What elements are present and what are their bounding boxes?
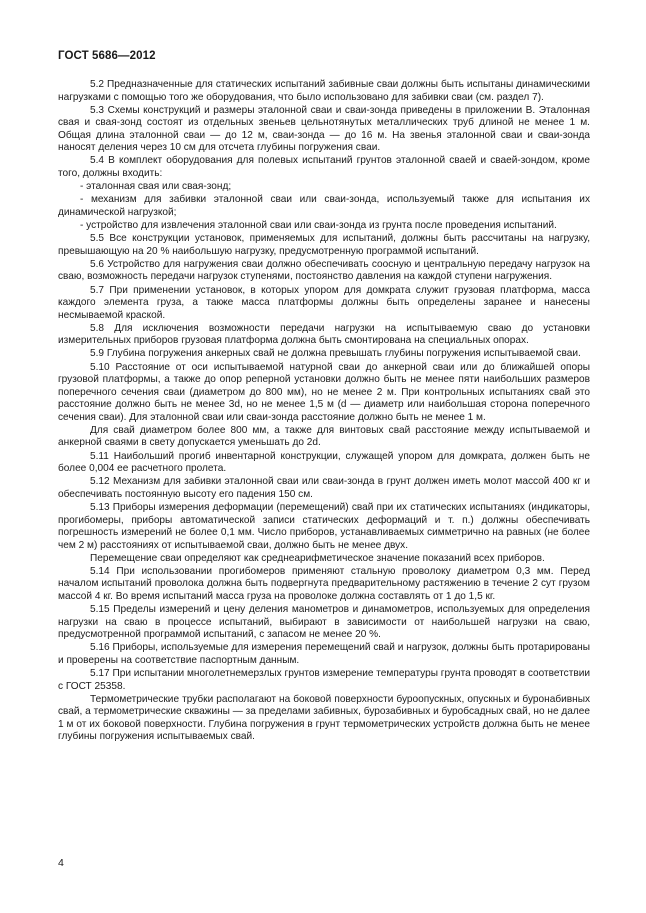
page-number: 4 [58,857,64,869]
paragraph-5-10-note: Для свай диаметром более 800 мм, а также для винтовых свай расстояние между испытываемой и анкерной сваями в свету допускается уменьшать до 2d. [58,424,590,449]
document-body [58,79,590,745]
paragraph-5-8: 5.8 Для исключения возможности передачи нагрузки на испытываемую сваю до установки измерительных приборов грузовая платформа должна быть смонтирована на специальных опорах. [58,322,590,347]
paragraph-5-12: 5.12 Механизм для забивки эталонной сваи или сваи-зонда в грунт должен иметь молот массой 400 кг и обеспечивать постоянную высоту его падения 150 см. [58,476,590,500]
paragraph-5-7: 5.7 При применении установок, в которых упором для домкрата служит грузовая платформа, масса каждого элемента груза, а также масса платформы должны быть определены заранее и нанесены несмываемой краской. [58,284,590,321]
paragraph-5-9: 5.9 Глубина погружения анкерных свай не должна превышать глубины погружения испытываемой сваи. [90,348,581,360]
paragraph-5-17-note: Термометрические трубки располагают на боковой поверхности буроопускных, опускных и буронабивных свай, а термометрические скважины — за пределами забивных, бурозабивных и буробсадных свай, но не далее 1 м от их боковой поверхности. Глубина погружения в грунт термометрических устройств должна быть не менее глубины погружения испытываемых свай. [58,693,590,743]
paragraph-5-15: 5.15 Пределы измерений и цену деления манометров и динамометров, используемых для определения нагрузки на сваю в процессе испытаний, выбирают в зависимости от наибольшей нагрузки на сваю, предусмотренной программой испытаний, с запасом не менее 20 %. [58,604,590,641]
paragraph-5-11: 5.11 Наибольший прогиб инвентарной конструкции, служащей упором для домкрата, должен быть не более 0,004 ее расчетного пролета. [58,450,590,475]
list-item: - эталонная свая или свая-зонд; [80,181,232,193]
list-item: - устройство для извлечения эталонной сваи или сваи-зонда из грунта после проведения испытаний. [80,219,557,231]
paragraph-5-2: 5.2 Предназначенные для статических испытаний забивные сваи должны быть испытаны динамическими нагрузками с помощью того же оборудования, что было использовано для забивки сваи (см. раздел 7). [58,79,590,103]
paragraph-5-6: 5.6 Устройство для нагружения сваи должно обеспечивать соосную и центральную передачу нагрузок на сваю, возможность передачи нагрузок ступенями, постоянство давления на каждой ступени нагружения. [58,258,590,283]
paragraph-5-5: 5.5 Все конструкции установок, применяемых для испытаний, должны быть рассчитаны на нагрузку, превышающую на 20 % наибольшую нагрузку, предусмотренную программой испытаний. [58,233,590,257]
paragraph-5-16: 5.16 Приборы, используемые для измерения перемещений свай и нагрузок, должны быть протарированы и проверены на соответствие паспортным данным. [58,642,590,666]
paragraph-5-10: 5.10 Расстояние от оси испытываемой натурной сваи до анкерной сваи или до ближайшей опоры грузовой платформы, а также до опор реперной установки должно быть не менее пяти наибольших размеров поперечного сечения сваи (диаметром до 800 мм), но не менее 2 м. При контрольных испытаниях свай это расстояние должно быть не менее 3d, но не менее 1,5 м (d — диаметр или наибольшая сторона поперечного сечения сваи). Для эталонной сваи или сваи-зонда расстояние должно быть не менее 1 м. [58,361,590,423]
paragraph-5-17: 5.17 При испытании многолетнемерзлых грунтов измерение температуры грунта проводят в соответствии с ГОСТ 25358. [58,668,590,692]
paragraph-5-13-note: Перемещение сваи определяют как среднеарифметическое значение показаний всех приборов. [90,552,545,564]
paragraph-5-4: 5.4 В комплект оборудования для полевых испытаний грунтов эталонной сваей и сваей-зондом, кроме того, должны входить: [58,155,590,180]
paragraph-5-3: 5.3 Схемы конструкций и размеры эталонной сваи и сваи-зонда приведены в приложении В. Эталонная свая и свая-зонд состоят из отдельных звеньев цельнотянутых металлических труб длиной не менее 1 м. Общая длина эталонной сваи — до 12 м, сваи-зонда — до 16 м. На звенья эталонной сваи и сваи-зонда наносят деления через 10 см для отсчета глубины погружения сваи. [58,104,590,154]
paragraph-5-13: 5.13 Приборы измерения деформации (перемещений) свай при их статических испытаниях (индикаторы, прогибомеры, приборы автоматической записи статических деформаций и т. п.) должны обеспечивать погрешность измерений не более 0,1 мм. Число приборов, устанавливаемых симметрично на равных (не более чем 2 м) расстояниях от испытываемой сваи, должно быть не менее двух. [58,501,590,551]
document-header: ГОСТ 5686—2012 [58,50,156,62]
list-item: - механизм для забивки эталонной сваи или сваи-зонда, используемый также для испытания их динамической нагрузкой; [58,194,590,218]
paragraph-5-14: 5.14 При использовании прогибомеров применяют стальную проволоку диаметром 0,3 мм. Перед началом испытаний проволока должна быть подвергнута предварительному растяжению в течение 2 сут грузом массой 4 кг. Во время испытаний масса груза на проволоке должна составлять от 1 до 1,5 кг. [58,565,590,602]
